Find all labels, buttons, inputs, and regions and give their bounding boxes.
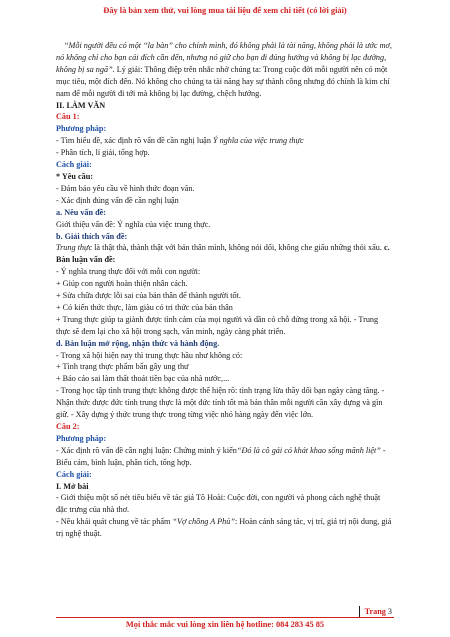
question-1-heading: Câu 1: bbox=[56, 112, 80, 122]
quote-text: “Mỗi người đều có một “la bàn” cho chính mình, đó không phải là tài năng, không phải là ước mơ, nó không chỉ cho bạn cái đích cần đến, nhưng nó giữ cho bạn đi đúng hướng và không bị lạc đường, không bị sa ngã”. bbox=[56, 41, 392, 74]
method-line: - Phân tích, lí giải, tổng hợp. bbox=[56, 148, 150, 158]
paragraph: - Trong học tập tình trung thực không được thể hiện rõ: tình trạng lừa thầy dối bạn ngày càng tăng. - Nhận thức được đức tính trung thực là một đức tính tốt mà bản thân mỗi người cần xây dựng và gìn giữ. - Xây dựng ý thức trung thực trong từng việc nhỏ hàng ngày đến việc lớn. bbox=[56, 386, 385, 420]
page-number-value: 3 bbox=[387, 607, 392, 616]
method-heading: Phương pháp: bbox=[56, 124, 107, 134]
solution-heading: Cách giải: bbox=[56, 469, 92, 479]
subsection-heading: I. Mở bài bbox=[56, 481, 89, 491]
page-number bbox=[359, 606, 392, 617]
paragraph: + Có kiến thức thực, làm giàu có tri thức của bản thân bbox=[56, 302, 233, 312]
paragraph bbox=[56, 516, 392, 540]
question-2-heading: Câu 2: bbox=[56, 422, 80, 431]
topic-text: Ý nghĩa của việc trung thực bbox=[212, 136, 304, 146]
paragraph: Giới thiệu vấn đề: Ý nghĩa của việc trung thực. bbox=[56, 219, 211, 229]
paragraph: + Trung thực giúp ta giành được tình cảm của mọi người và dần có chỗ đứng trong xã hội. - Trung thực sẽ đem lại cho xã hội trong sạch, văn minh, ngày càng phát triển. bbox=[56, 314, 379, 336]
method-text: - Biểu cảm, bình luận, phân tích, tổng hợp. bbox=[56, 445, 386, 467]
paragraph: - Trong xã hội hiện nay thì trung thực hầu như không có: bbox=[56, 350, 243, 360]
subsection-heading: b. Giải thích vấn đề: bbox=[56, 231, 128, 241]
paragraph-text: : Hoàn cảnh sáng tác, vị trí, giá trị nội dung, giá trị nghệ thuật. bbox=[56, 517, 392, 539]
paragraph: + Báo cáo sai làm thất thoát tiền bạc của nhà nước,... bbox=[56, 374, 230, 384]
paragraph: - Giới thiệu một số nét tiêu biểu về tác giả Tô Hoài: Cuộc đời, con người và phong cách nghệ thuật đặc trưng của nhà thơ. bbox=[56, 493, 381, 515]
preview-notice: Đây là bản xem thử, vui lòng mua tài liệu để xem chi tiết (có lời giải) bbox=[103, 6, 347, 15]
paragraph: + Giúp con người hoàn thiện nhân cách. bbox=[56, 279, 188, 289]
method-text: - Tìm hiểu đề, xác định rõ vấn đề cần nghị luận bbox=[56, 136, 213, 146]
paragraph: + Sửa chữa được lỗi sai của bản thân để thành người tốt. bbox=[56, 291, 241, 301]
paragraph bbox=[56, 242, 392, 266]
requirements-heading: * Yêu cầu: bbox=[56, 171, 93, 181]
hotline-notice: Mọi thắc mắc vui lòng xin liên hệ hotline: 084 283 45 85 bbox=[125, 620, 325, 629]
page-label: Trang bbox=[364, 607, 386, 616]
solution-heading: Cách giải: bbox=[56, 160, 92, 170]
footer-divider bbox=[56, 617, 394, 618]
section-heading: II. LÀM VĂN bbox=[56, 100, 106, 110]
paragraph-text: - Nêu khái quát chung về tác phẩm bbox=[56, 517, 173, 527]
quote-paragraph bbox=[56, 40, 392, 100]
subsection-heading: a. Nêu vấn đề: bbox=[56, 207, 107, 217]
requirement-line: - Xác định đúng vấn đề cần nghị luận bbox=[56, 195, 179, 205]
definition-text: là thật thà, thành thật với bản thân mình, không nói dối, không che giấu những thói xấu. bbox=[92, 243, 384, 253]
method-line bbox=[56, 135, 392, 147]
term-text: Trung thực bbox=[56, 243, 93, 253]
requirement-line: - Đảm bảo yêu cầu về hình thức đoạn văn. bbox=[56, 183, 195, 193]
subsection-heading: d. Bàn luận mở rộng, nhận thức và hành động. bbox=[56, 338, 220, 348]
quote-text: “Đó là cô gái có khát khao sống mãnh liệt” bbox=[236, 445, 381, 455]
paragraph: + Tình trạng thực phẩm bẩn gây ung thư bbox=[56, 362, 189, 372]
document-body bbox=[56, 40, 392, 540]
paragraph bbox=[56, 445, 392, 469]
subsection-heading: c. Bàn luận vấn đề: bbox=[56, 243, 390, 265]
work-title: “Vợ chồng A Phủ” bbox=[172, 517, 235, 527]
method-heading: Phương pháp: bbox=[56, 433, 107, 443]
method-text: - Xác định rõ vấn đề cần nghị luận: Chứng minh ý kiến bbox=[56, 445, 237, 455]
quote-explanation: Lý giải: Thông điệp trên nhắc nhở chúng ta: Trong cuộc đời mỗi người nên có một mục tiêu, một đích đến. Nó không cho chúng ta tài năng hay sự thành công nhưng đó chính là kim chỉ nam để mỗi người đi tới mà không bị lạc đường, chệch hướng. bbox=[56, 64, 390, 98]
paragraph: - Ý nghĩa trung thực đối với mỗi con người: bbox=[56, 267, 201, 277]
